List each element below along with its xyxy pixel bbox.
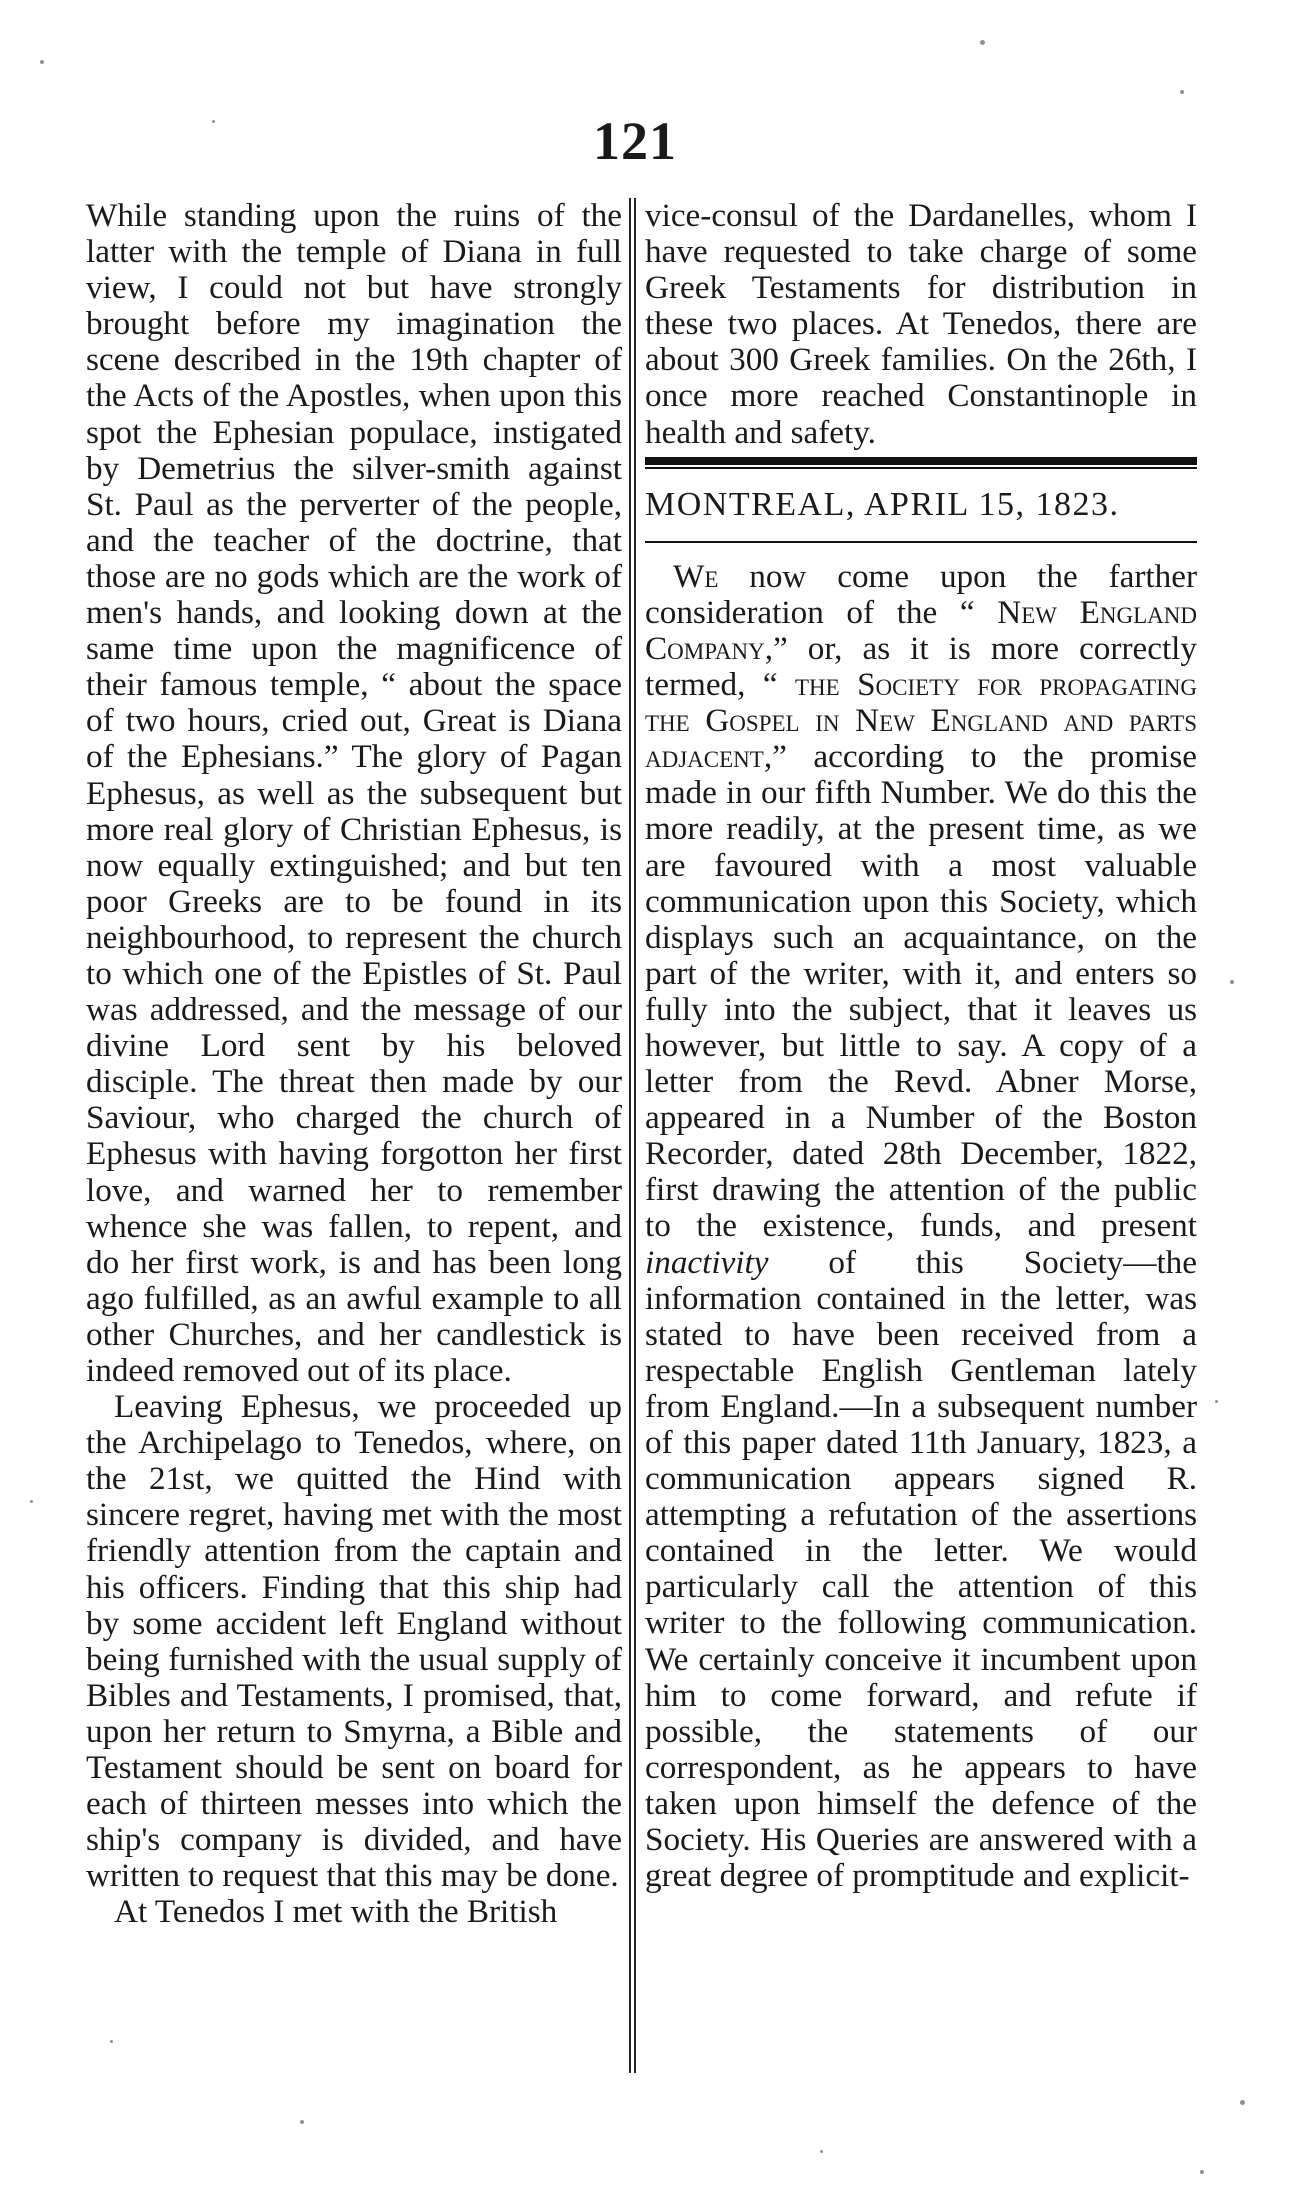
speck <box>1200 2170 1204 2174</box>
left-paragraph-ephesus: While standing upon the ruins of the latter with the temple of Diana in full view, I could not but have strongly brought before my imagination the scene described in the 19th chapter of the Acts of the Apostles, when upon this spot the Ephesian populace, instigated by Demetrius the silver-smith against St. Paul as the perverter of the people, and the teacher of the doctrine, that those are no gods which are the work of men's hands, and looking down at the same time upon the magnificence of their famous temple, “ about the space of two hours, cried out, Great is Diana of the Ephesians.” The glory of Pagan Ephesus, as well as the subsequent but more real glory of Christian Ephesus, is now equally extinguished; and but ten poor Greeks are to be found in its neighbourhood, to represent the church to which one of the Epistles of St. Paul was addressed, and the message of our divine Lord sent by his beloved disciple. The threat then made by our Saviour, who charged the church of Ephesus with having forgotton her first love, and warned her to remember whence she was fallen, to repent, and do her first work, is and has been long ago fulfilled, as an awful example to all other Churches, and her candlestick is indeed removed out of its place. <box>86 197 622 1389</box>
speck <box>980 40 985 45</box>
right-paragraph-vice-consul: vice-consul of the Dardanelles, whom I have requested to take charge of some Greek Testaments for distribution in these two places. At Tenedos, there are about 300 Greek families. On the 26th, I once more reached Constantinople in health and safety. <box>645 197 1197 451</box>
column-divider <box>629 198 636 2073</box>
right-paragraph-article <box>645 559 1197 1894</box>
emphasis-inactivity: inactivity <box>645 1243 769 1281</box>
section-rule-thin <box>645 467 1197 469</box>
speck <box>1240 2100 1245 2105</box>
speck <box>820 2150 823 2153</box>
company-name: New England Company <box>645 593 1197 667</box>
heading-rule <box>645 541 1197 543</box>
article-text-1: now come upon the farther consideration of the “ <box>645 557 1197 631</box>
society-name: the Society for propagating the Gospel in New England and parts adjacent <box>645 666 1198 776</box>
dateline-heading: MONTREAL, APRIL 15, 1823. <box>645 485 1120 523</box>
article-text-2: ,” or, as it is more correctly termed, “ <box>645 629 1197 704</box>
article-lead-word: We <box>673 557 719 595</box>
left-column <box>86 198 622 1931</box>
speck <box>300 2120 304 2124</box>
speck <box>1215 1400 1218 1403</box>
speck <box>1230 980 1234 984</box>
speck <box>110 2040 113 2043</box>
right-column <box>645 198 1197 1894</box>
left-paragraph-tenedos: Leaving Ephesus, we proceeded up the Archipelago to Tenedos, where, on the 21st, we quitted the Hind with sincere regret, having met with the most friendly attention from the captain and his officers. Finding that this ship had by some accident left England without being furnished with the usual supply of Bibles and Testaments, I promised, that, upon her return to Smyrna, a Bible and Testament should be sent on board for each of thirteen messes into which the ship's company is divided, and have written to request that this may be done. <box>86 1388 622 1895</box>
speck <box>1180 90 1184 94</box>
page-number: 121 <box>593 111 677 171</box>
article-text-3: ,” according to the promise made in our fifth Number. We do this the more readily, at the present time, as we are favoured with a most valuable communication upon this Society, which displays such an acquaintance, on the part of the writer, with it, and enters so fully into the subject, that it leaves us however, but little to say. A copy of a letter from the Revd. Abner Morse, appeared in a Number of the Boston Recorder, dated 28th December, 1822, first drawing the attention of the public to the existence, funds, and present <box>645 738 1197 1245</box>
speck <box>30 1500 33 1503</box>
article-text-4: of this Society—the information contained in the letter, was stated to have been received from a respectable English Gentleman lately from England.—In a subsequent number of this paper dated 11th January, 1823, a communication appears signed R. attempting a refutation of the assertions contained in the letter. We would particularly call the attention of this writer to the following communication. We certainly conceive it incumbent upon him to come forward, and refute if possible, the statements of our correspondent, as he appears to have taken upon himself the defence of the Society. His Queries are answered with a great degree of promptitude and explicit- <box>645 1243 1197 1895</box>
section-rule-thick <box>645 457 1197 465</box>
speck <box>212 120 215 123</box>
left-paragraph-british: At Tenedos I met with the British <box>114 1893 558 1931</box>
speck <box>40 60 44 64</box>
